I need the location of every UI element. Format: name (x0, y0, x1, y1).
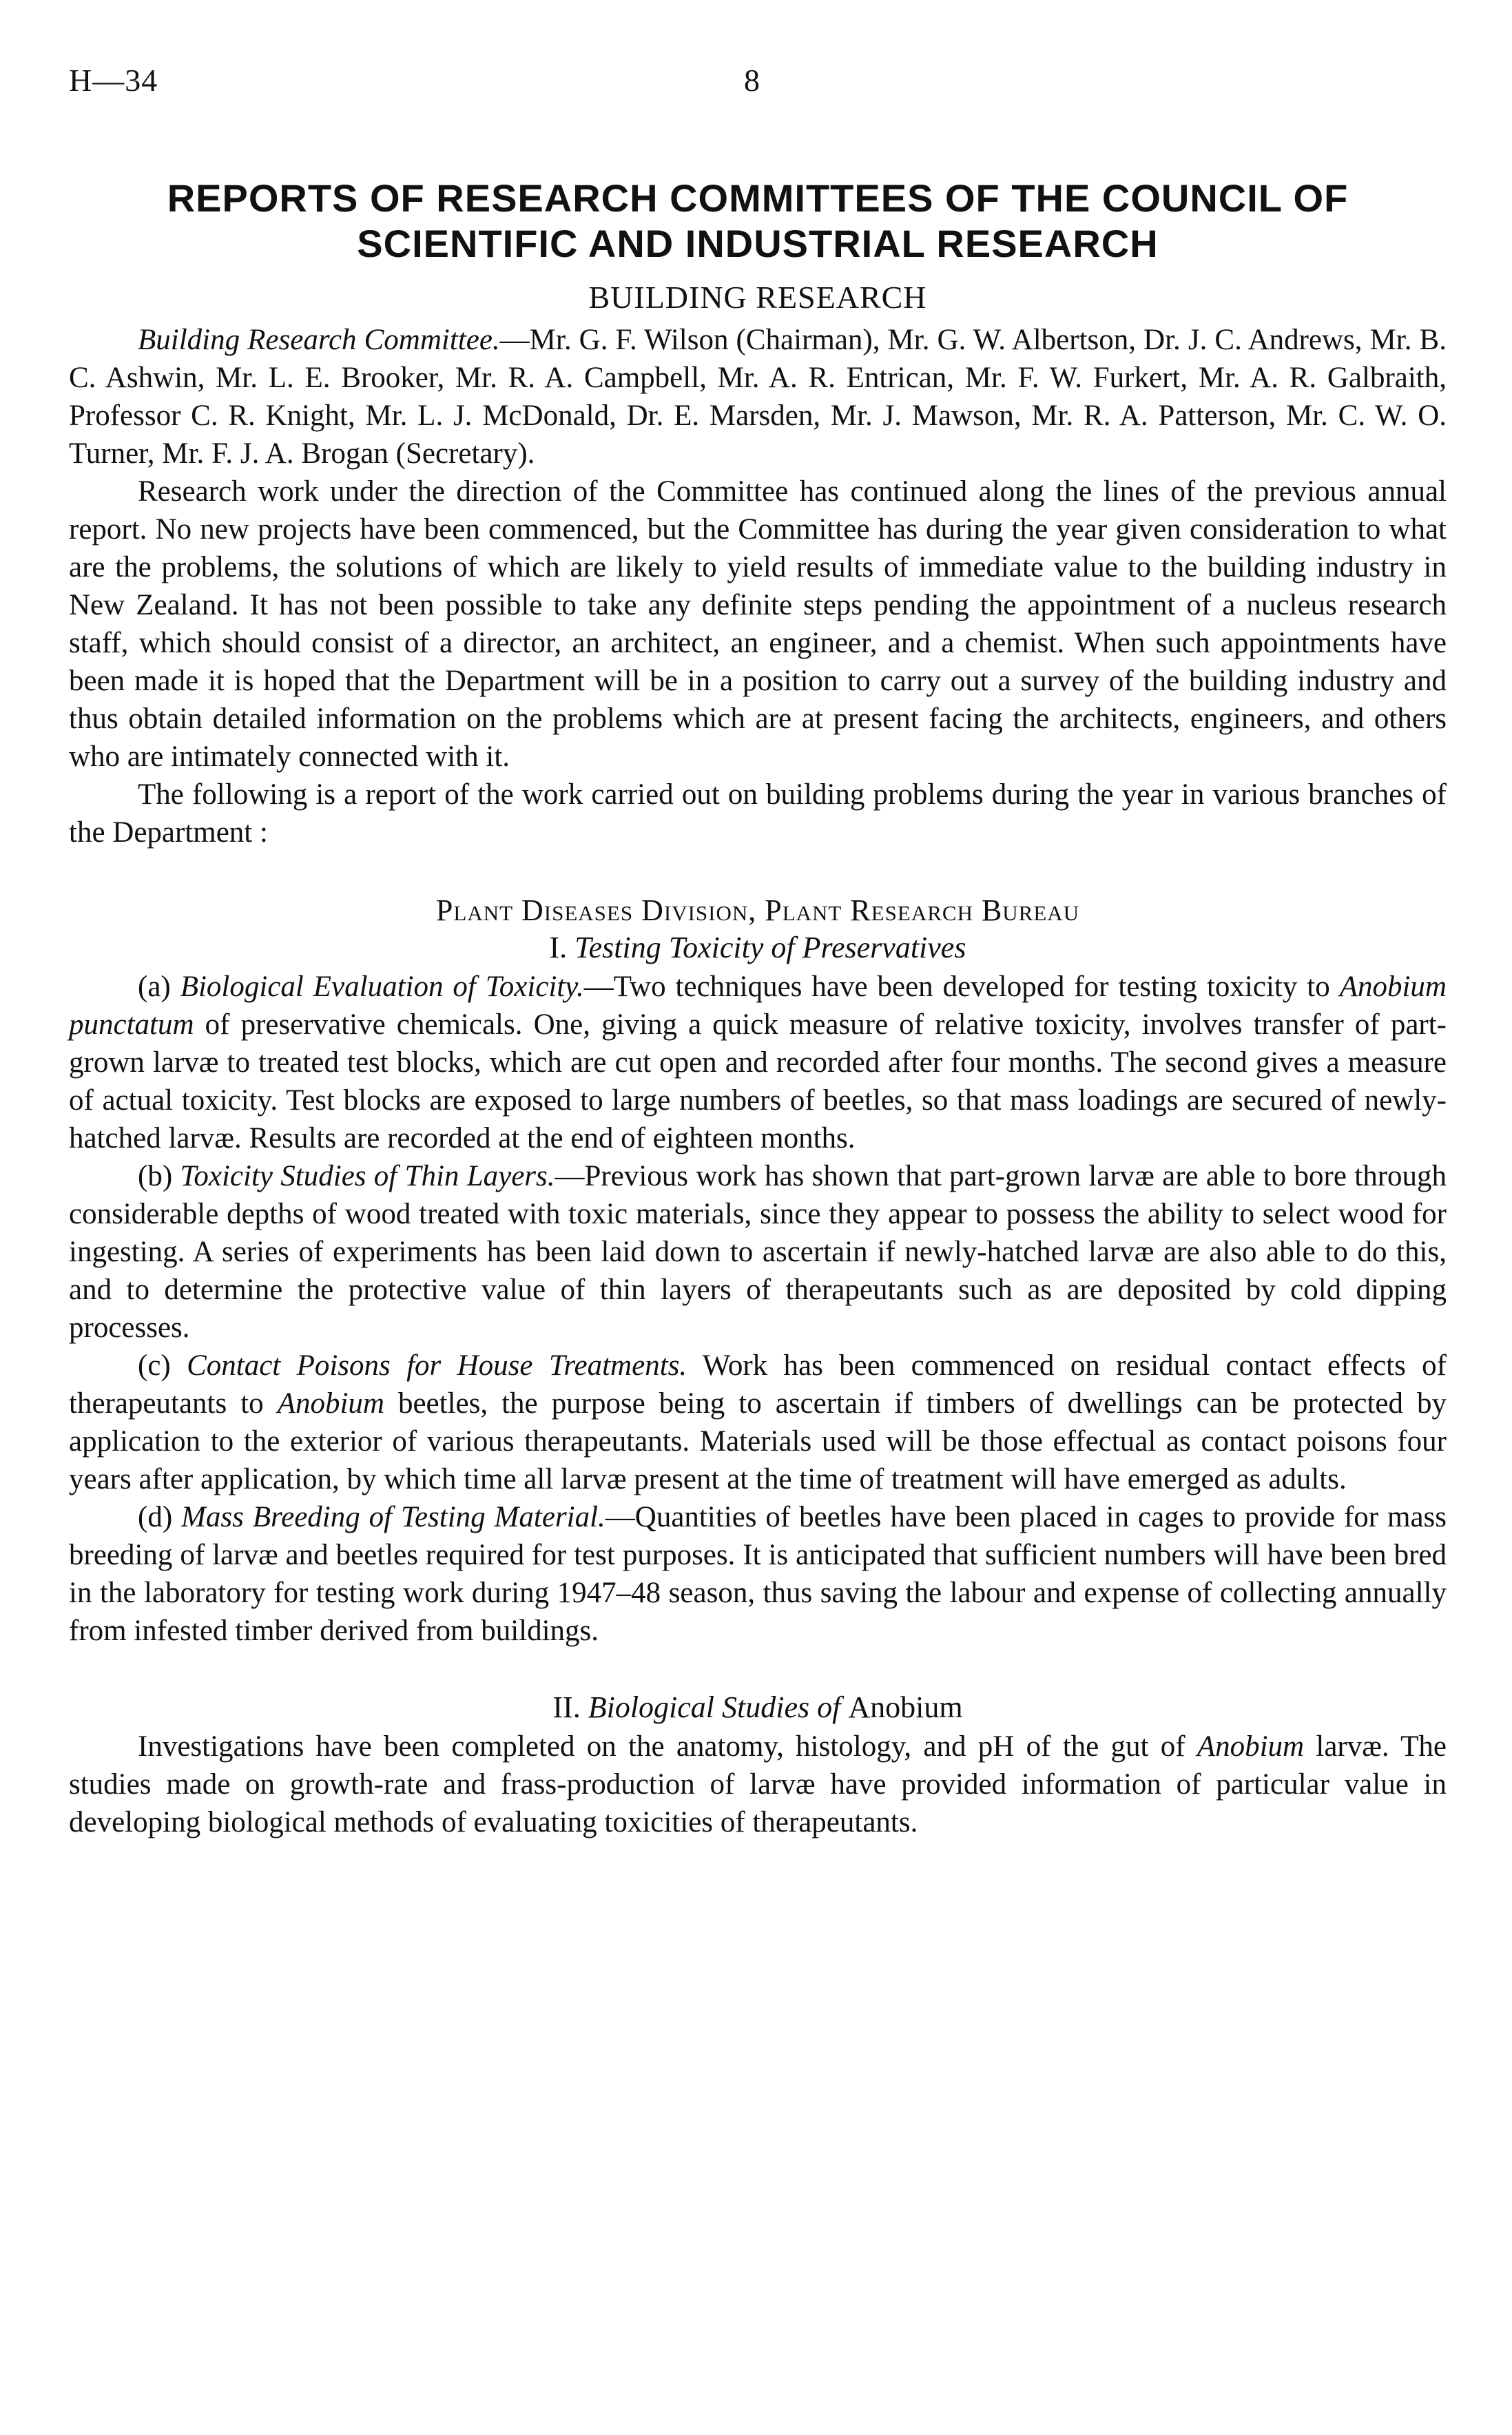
item-c-paragraph (69, 1347, 1447, 1498)
part-2-text-before: Investigations have been completed on the anatomy, histology, and pH of the gut of (138, 1730, 1197, 1763)
item-c-species: Anobium (277, 1387, 384, 1420)
item-a-paragraph (69, 968, 1447, 1157)
item-a-text-before: —Two techniques have been developed for testing toxicity to (583, 971, 1340, 1003)
part-2-species: Anobium (848, 1690, 963, 1724)
item-a-title: Biological Evaluation of Toxicity. (180, 971, 584, 1003)
item-d-text: —Quantities of beetles have been placed in cages to provide for mass breeding of larvæ and beetles required for test purposes. It is anticipated that sufficient numbers will have been bred in the laboratory for testing work during 1947–48 season, thus saving the labour and expense of collecting annually from infested timber derived from buildings. (69, 1501, 1447, 1647)
page-number: 8 (744, 63, 760, 98)
committee-paragraph (69, 321, 1447, 473)
main-title-line-1: REPORTS OF RESEARCH COMMITTEES OF THE COUNCIL OF (167, 176, 1349, 220)
part-1-heading (69, 928, 1447, 968)
main-title (69, 176, 1447, 267)
section-title: BUILDING RESEARCH (588, 280, 927, 315)
item-d-paragraph (69, 1498, 1447, 1650)
division-heading: Plant Diseases Division, Plant Research Bureau (435, 893, 1080, 927)
item-b-paragraph (69, 1157, 1447, 1347)
committee-label: Building Research Committee. (138, 324, 500, 356)
page-header (69, 41, 1447, 110)
part-2-number: II. (552, 1690, 581, 1724)
item-c-label: (c) (138, 1349, 187, 1382)
document-code: H—34 (69, 63, 158, 98)
part-2-text-species: Anobium (1197, 1730, 1305, 1763)
item-b-text: —Previous work has shown that part-grown larvæ are able to bore through considerable depths of wood treated with toxic materials, since they appear to possess the ability to select wood for ingesting. A series of experiments has been laid down to ascertain if newly-hatched larvæ are also able to do this, and to determine the protective value of thin layers of therapeutants such as are deposited by cold dipping processes. (69, 1160, 1447, 1344)
item-a-label: (a) (138, 971, 180, 1003)
part-2-heading (69, 1688, 1447, 1728)
part-2-title: Biological Studies of (588, 1690, 841, 1724)
item-b-label: (b) (138, 1160, 180, 1192)
main-title-line-2: SCIENTIFIC AND INDUSTRIAL RESEARCH (357, 222, 1159, 265)
part-1-number: I. (549, 931, 568, 964)
item-d-label: (d) (138, 1501, 182, 1533)
part-2-text-after: larvæ. The studies made on growth-rate and frass-production of larvæ have provided information of particular value in developing biological methods of evaluating toxicities of therapeutants. (69, 1730, 1447, 1838)
item-d-title: Mass Breeding of Testing Material. (181, 1501, 605, 1533)
intro-paragraph-1: Research work under the direction of the Committee has continued along the lines of the previous annual report. No new projects have been commenced, but the Committee has during the year given consideration to what are the problems, the solutions of which are likely to yield results of immediate value to the building industry in New Zealand. It has not been possible to take any definite steps pending the appointment of a nucleus research staff, which should consist of a director, an architect, an engineer, and a chemist. When such appointments have been made it is hoped that the Department will be in a position to carry out a survey of the building industry and thus obtain detailed information on the problems which are at present facing the architects, engineers, and others who are intimately connected with it. (69, 475, 1447, 773)
document-page (69, 41, 1447, 1841)
committee-members: —Mr. G. F. Wilson (Chairman), Mr. G. W. Albertson, Dr. J. C. Andrews, Mr. B. C. Ashwin, Mr. L. E. Brooker, Mr. R. A. Campbell, Mr. A. R. Entrican, Mr. F. W. Furkert, Mr. A. R. Galbraith, Professor C. R. Knight, Mr. L. J. McDonald, Dr. E. Marsden, Mr. J. Mawson, Mr. R. A. Patterson, Mr. C. W. O. Turner, Mr. F. J. A. Brogan (Secretary). (69, 324, 1447, 470)
intro-paragraph-2: The following is a report of the work carried out on building problems during the year in various branches of the Department : (69, 778, 1447, 849)
item-c-text-before: Work has been commenced on residual contact effects of therapeutants to (69, 1349, 1447, 1420)
item-a-text-after: of preservative chemicals. One, giving a quick measure of relative toxicity, involves transfer of part-grown larvæ to treated test blocks, which are cut open and recorded after four months. The second gives a measure of actual toxicity. Test blocks are exposed to large numbers of beetles, so that mass loadings are secured of newly-hatched larvæ. Results are recorded at the end of eighteen months. (69, 1008, 1447, 1154)
part-2-paragraph (69, 1728, 1447, 1841)
item-a-species: Anobium punctatum (69, 971, 1447, 1041)
item-c-title: Contact Poisons for House Treatments. (187, 1349, 687, 1382)
item-c-text-after: beetles, the purpose being to ascertain if timbers of dwellings can be protected by application to the exterior of various therapeutants. Materials used will be those effectual as contact poisons four years after application, by which time all larvæ present at the time of treatment will have emerged as adults. (69, 1387, 1447, 1495)
item-b-title: Toxicity Studies of Thin Layers. (180, 1160, 555, 1192)
part-1-title: Testing Toxicity of Preservatives (574, 931, 966, 964)
